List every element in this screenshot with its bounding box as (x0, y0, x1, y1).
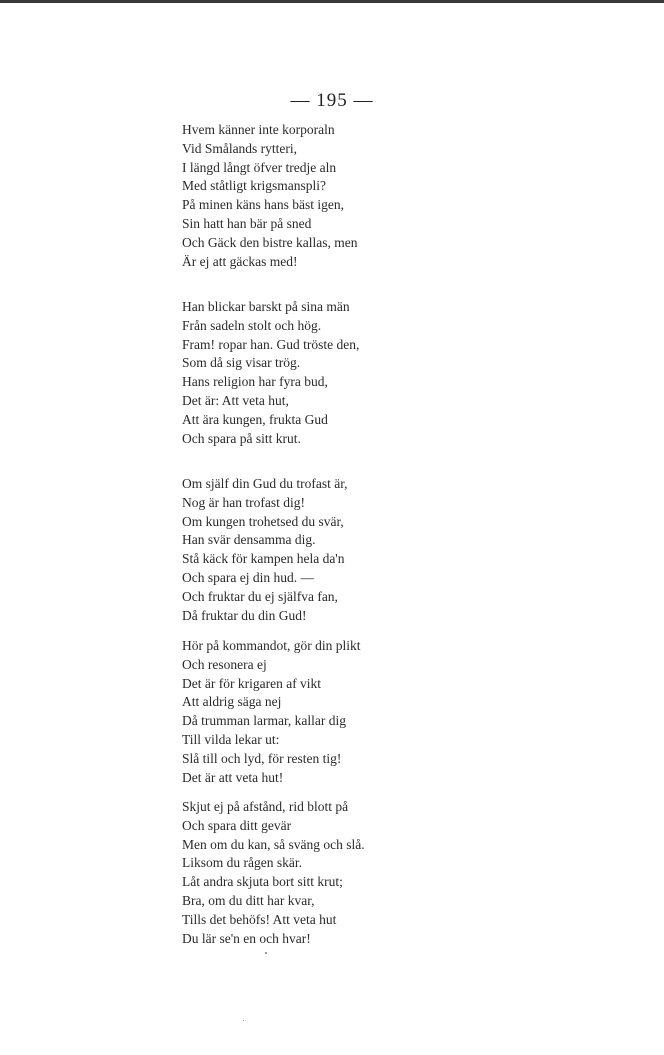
verse-line: Du lär se'n en och hvar! (182, 930, 311, 946)
verse-line: Det är att veta hut! (182, 769, 284, 785)
verse-line: Till vilda lekar ut: (182, 731, 280, 747)
verse-line: Bra, om du ditt har kvar, (182, 892, 315, 908)
verse-line: Fram! ropar han. Gud tröste den, (182, 336, 360, 352)
verse-line: Och spara ditt gevär (182, 817, 292, 833)
verse-line: På minen käns hans bäst igen, (182, 197, 344, 213)
verse-line: Slå till och lyd, för resten tig! (182, 750, 342, 766)
verse-line: Han blickar barskt på sina män (182, 299, 350, 314)
verse-line: Sin hatt han bär på sned (182, 215, 312, 231)
verse-line: Som då sig visar trög. (182, 355, 301, 371)
stanza-1 (182, 121, 357, 271)
verse-line: Och fruktar du ej själfva fan, (182, 588, 338, 604)
verse-line: Att ära kungen, frukta Gud (182, 411, 328, 427)
stanza-2 (182, 298, 359, 448)
verse-line: Han svär densamma dig. (182, 532, 316, 548)
verse-line: Tills det behöfs! Att veta hut (182, 911, 337, 927)
verse-line: Stå käck för kampen hela da'n (182, 551, 345, 567)
verse-line: Och resonera ej (182, 656, 267, 672)
verse-line: Vid Smålands rytteri, (182, 140, 298, 156)
verse-line: Liksom du rågen skär. (182, 855, 302, 871)
verse-line: Det är för krigaren af vikt (182, 675, 322, 691)
verse-line: Hvem känner inte korporaln (182, 122, 335, 137)
verse-line: Och Gäck den bistre kallas, men (182, 234, 358, 250)
verse-line: Är ej att gäckas med! (182, 253, 298, 269)
verse-line: Om själf din Gud du trofast är, (182, 476, 348, 491)
verse-line: Skjut ej på afstånd, rid blott på (182, 799, 349, 814)
verse-line: Om kungen trohetsed du svär, (182, 513, 344, 529)
page-top-edge (0, 0, 664, 3)
stanza-5 (182, 798, 365, 948)
verse-line: Och spara ej din hud. — (182, 569, 314, 585)
verse-line: Hör på kommandot, gör din plikt (182, 638, 361, 653)
verse-line: Att aldrig säga nej (182, 694, 282, 710)
verse-line: Men om du kan, så sväng och slå. (182, 836, 365, 852)
verse-line: Nog är han trofast dig! (182, 494, 305, 510)
verse-line: Med ståtligt krigsmanspli? (182, 178, 326, 194)
print-speck (243, 1020, 244, 1021)
stanza-4 (182, 637, 360, 787)
verse-line: Låt andra skjuta bort sitt krut; (182, 874, 343, 890)
print-speck (265, 952, 267, 954)
verse-line: Från sadeln stolt och hög. (182, 317, 322, 333)
verse-line: Och spara på sitt krut. (182, 430, 301, 446)
verse-line: Hans religion har fyra bud, (182, 374, 328, 390)
page-number: — 195 — (290, 90, 374, 111)
verse-line: Då fruktar du din Gud! (182, 607, 307, 623)
verse-line: Då trumman larmar, kallar dig (182, 713, 347, 729)
stanza-3 (182, 475, 348, 625)
verse-line: Det är: Att veta hut, (182, 392, 289, 408)
verse-line: I längd långt öfver tredje aln (182, 159, 337, 175)
